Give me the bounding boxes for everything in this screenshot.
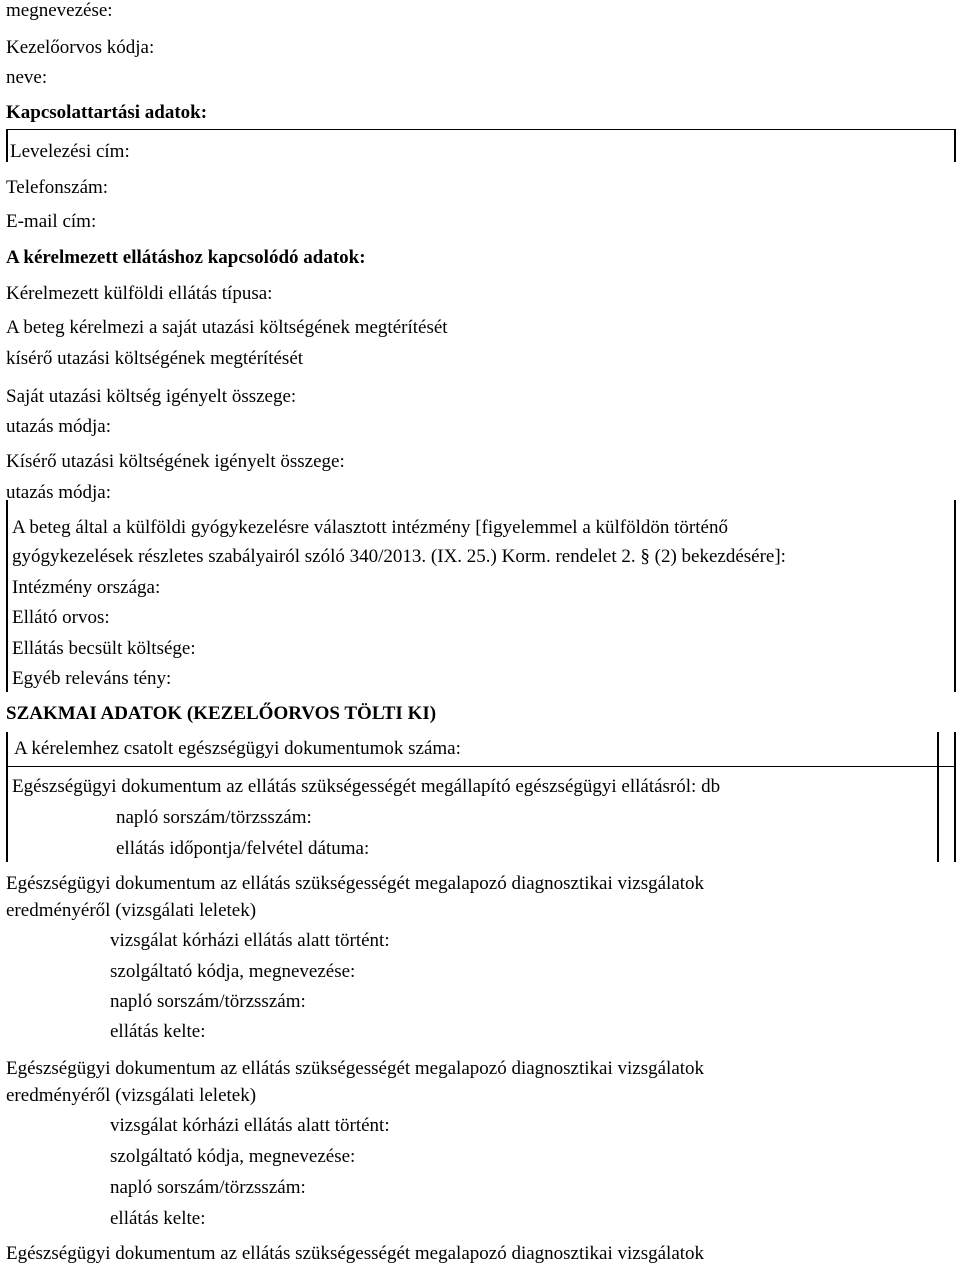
institution-country-label: Intézmény országa:: [12, 577, 161, 598]
companion-travel-line: kísérő utazási költségének megtérítését: [6, 348, 304, 369]
diagnostic-doc-line1: Egészségügyi dokumentum az ellátás szükségességét megalapozó diagnosztikai vizsgálatok: [6, 1058, 705, 1079]
own-amount-label: Saját utazási költség igényelt összege:: [6, 386, 297, 407]
attached-docs-divider: [6, 766, 956, 767]
institution-intro-line1: A beteg által a külföldi gyógykezelésre választott intézmény [figyelemmel a külföldön történő: [12, 517, 728, 538]
contact-box-left-border: [6, 130, 8, 162]
provider-code-label: szolgáltató kódja, megnevezése:: [110, 961, 356, 982]
estimated-cost-label: Ellátás becsült költsége:: [12, 638, 196, 659]
care-date-label: ellátás időpontja/felvétel dátuma:: [116, 838, 370, 859]
care-type-label: Kérelmezett külföldi ellátás típusa:: [6, 283, 273, 304]
log-number-label: napló sorszám/törzsszám:: [110, 991, 306, 1012]
hospital-exam-label: vizsgálat kórházi ellátás alatt történt:: [110, 1115, 390, 1136]
levelezesi-cim-label: Levelezési cím:: [10, 141, 130, 162]
diagnostic-doc-line2: eredményéről (vizsgálati leletek): [6, 900, 257, 921]
provider-code-label: szolgáltató kódja, megnevezése:: [110, 1146, 356, 1167]
other-relevant-fact-label: Egyéb releváns tény:: [12, 668, 172, 689]
hospital-exam-label: vizsgálat kórházi ellátás alatt történt:: [110, 930, 390, 951]
requested-care-heading: A kérelmezett ellátáshoz kapcsolódó adatok:: [6, 247, 366, 268]
email-label: E-mail cím:: [6, 211, 97, 232]
doc-need-line: Egészségügyi dokumentum az ellátás szükségességét megállapító egészségügyi ellátásról: db: [12, 776, 721, 797]
diagnostic-doc-line2: eredményéről (vizsgálati leletek): [6, 1085, 257, 1106]
institution-box-left-border: [6, 500, 8, 692]
institution-intro-line2: gyógykezelések részletes szabályairól szóló 340/2013. (IX. 25.) Korm. rendelet 2. § (2) bekezdésére]:: [12, 546, 786, 567]
contact-heading: Kapcsolattartási adatok:: [6, 102, 208, 123]
own-mode-label: utazás módja:: [6, 416, 111, 437]
diagnostic-doc-line1: Egészségügyi dokumentum az ellátás szükségességét megalapozó diagnosztikai vizsgálatok: [6, 1243, 705, 1264]
diagnostic-doc-line1: Egészségügyi dokumentum az ellátás szükségességét megalapozó diagnosztikai vizsgálatok: [6, 873, 705, 894]
telefonszam-label: Telefonszám:: [6, 177, 109, 198]
log-number-label: napló sorszám/törzsszám:: [116, 807, 312, 828]
care-date-label: ellátás kelte:: [110, 1021, 206, 1042]
neve-label: neve:: [6, 67, 48, 88]
professional-box-mid-border: [937, 732, 939, 862]
contact-box-right-border: [954, 130, 956, 162]
professional-heading: SZAKMAI ADATOK (KEZELŐORVOS TÖLTI KI): [6, 703, 437, 724]
own-travel-line: A beteg kérelmezi a saját utazási költségének megtérítését: [6, 317, 448, 338]
contact-box-top-rule: [6, 129, 956, 130]
attached-docs-count-label: A kérelemhez csatolt egészségügyi dokumentumok száma:: [14, 738, 461, 759]
companion-mode-label: utazás módja:: [6, 482, 111, 503]
treating-doctor-label: Ellátó orvos:: [12, 607, 110, 628]
companion-amount-label: Kísérő utazási költségének igényelt összege:: [6, 451, 345, 472]
log-number-label: napló sorszám/törzsszám:: [110, 1177, 306, 1198]
kezeloorvos-kodja-label: Kezelőorvos kódja:: [6, 37, 155, 58]
professional-box-right-border: [954, 732, 956, 862]
megnevezese-label: megnevezése:: [6, 0, 113, 21]
care-date-label: ellátás kelte:: [110, 1208, 206, 1229]
professional-box-left-border: [6, 732, 8, 862]
institution-box-right-border: [954, 500, 956, 692]
